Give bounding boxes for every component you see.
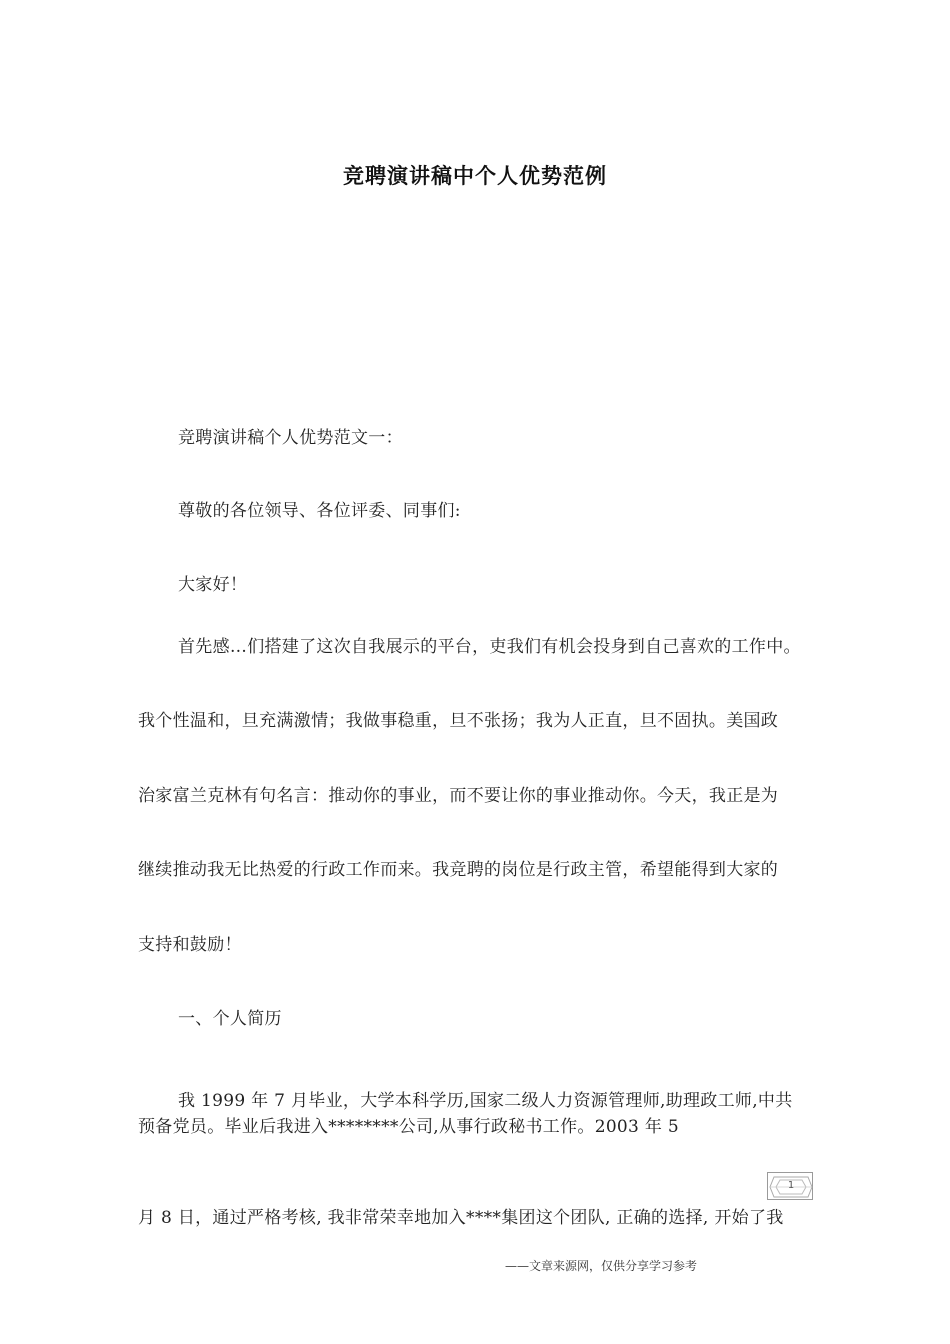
page-number: 1 [787,1180,795,1191]
page-number-badge [767,1172,813,1200]
section-heading: 一、个人简历 [178,1009,282,1029]
document-title: 竞聘演讲稿中个人优势范例 [343,164,607,188]
text-line: 首先感…们搭建了这次自我展示的平台，吏我们有机会投身到自己喜欢的工作中。 [178,637,801,657]
text-line: 预备党员。毕业后我进入********公司,从事行政秘书工作。2003 年 5 [138,1117,679,1137]
text-line: 支持和鼓励！ [138,935,242,955]
text-line: 我个性温和，旦充满激情；我做事稳重，旦不张扬；我为人正直，旦不固执。美国政 [138,711,779,731]
text-line: 大家好！ [178,575,248,595]
text-line: 月 8 日，通过严格考核, 我非常荣幸地加入****集团这个团队, 正确的选择, 开始了我 [138,1208,784,1228]
text-line: 继续推动我无比热爱的行政工作而来。我竞聘的岗位是行政主管，希望能得到大家的 [138,860,779,880]
text-line: 我 1999 年 7 月毕业，大学本科学历,国家二级人力资源管理师,助理政工师,中共 [178,1091,793,1111]
text-line: 治家富兰克林有句名言：推动你的事业，而不要让你的事业推动你。今天，我正是为 [138,786,779,806]
footer-note: ——文章来源网，仅供分享学习参考 [505,1259,698,1273]
text-line: 尊敬的各位领导、各位评委、同事们: [178,501,461,521]
text-line: 竞聘演讲稿个人优势范文一： [178,428,403,448]
